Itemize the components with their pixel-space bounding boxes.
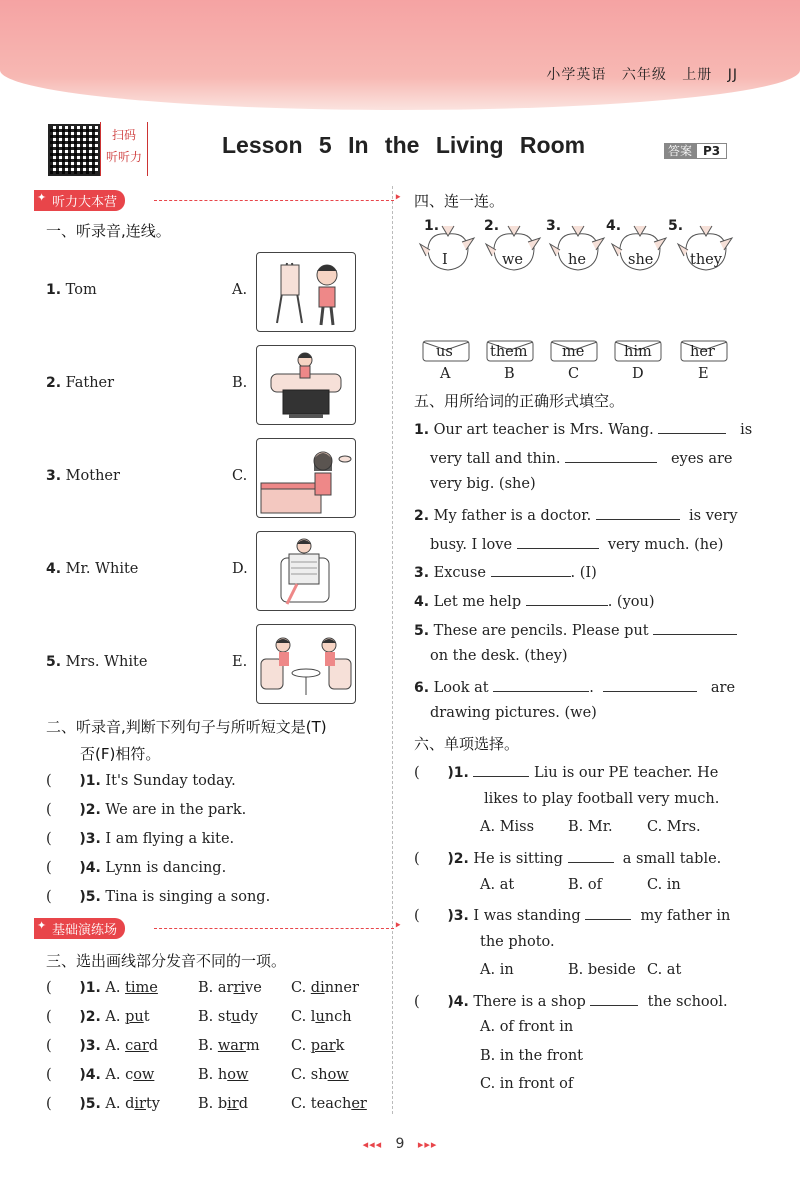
- phonics-row[interactable]: ( )2. A. put: [46, 1009, 150, 1025]
- phonics-option-b[interactable]: B. bird: [198, 1096, 249, 1112]
- bird-word: I: [442, 252, 448, 268]
- section-6-title: 六、单项选择。: [414, 735, 520, 753]
- section-1-title: 一、听录音,连线。: [46, 222, 171, 240]
- envelope-letter: C: [568, 366, 580, 382]
- tf-item[interactable]: ( )2. We are in the park.: [46, 802, 247, 818]
- mc-option[interactable]: B. in the front: [480, 1048, 584, 1064]
- mc-option[interactable]: C. in front of: [480, 1076, 574, 1092]
- mc-option[interactable]: C. at: [647, 962, 682, 978]
- mc-option[interactable]: A. in: [480, 962, 514, 978]
- answer-blank[interactable]: [603, 677, 697, 692]
- mc-option[interactable]: A. at: [480, 877, 515, 893]
- fill-q1-line-3: very big. (she): [430, 476, 536, 492]
- person-2[interactable]: 2. Father: [46, 375, 115, 391]
- envelope-letter: A: [440, 366, 451, 382]
- person-5[interactable]: 5. Mrs. White: [46, 654, 148, 670]
- picture-watching-tv[interactable]: [256, 345, 356, 425]
- bird-icon[interactable]: [418, 222, 478, 274]
- picture-letter-d: D.: [232, 561, 248, 577]
- fill-q6-line-1: 6. Look at . are: [414, 677, 735, 696]
- answer-blank[interactable]: [517, 534, 599, 549]
- phonics-option-b[interactable]: B. warm: [198, 1038, 260, 1054]
- answer-page-badge: 答案 P3: [664, 142, 727, 159]
- phonics-option-c[interactable]: C. dinner: [291, 980, 359, 996]
- answer-blank[interactable]: [526, 591, 608, 606]
- picture-cooking-mother[interactable]: [256, 438, 356, 518]
- header-band: [0, 0, 800, 110]
- tf-item[interactable]: ( )3. I am flying a kite.: [46, 831, 235, 847]
- section-2-title-line-1: 二、听录音,判断下列句子与所听短文是(T): [46, 718, 327, 736]
- lesson-title: Lesson 5 In the Living Room: [222, 132, 586, 158]
- person-1[interactable]: 1. Tom: [46, 282, 97, 298]
- mc-option[interactable]: B. of: [568, 877, 602, 893]
- bird-number: 4.: [606, 218, 622, 234]
- mc-q4: ( )4. There is a shop the school.: [414, 991, 728, 1010]
- mc-q2: ( )2. He is sitting a small table.: [414, 848, 721, 867]
- phonics-option-b[interactable]: B. arrive: [198, 980, 262, 996]
- phonics-option-c[interactable]: C. show: [291, 1067, 349, 1083]
- phonics-option-b[interactable]: B. study: [198, 1009, 258, 1025]
- tf-item[interactable]: ( )4. Lynn is dancing.: [46, 860, 227, 876]
- phonics-row[interactable]: ( )1. A. time: [46, 980, 158, 996]
- mc-option[interactable]: A. of front in: [480, 1019, 574, 1035]
- picture-letter-b: B.: [232, 375, 248, 391]
- bird-number: 2.: [484, 218, 500, 234]
- fill-q2-line-1: 2. My father is a doctor. is very: [414, 505, 738, 524]
- mc-q3-line-2: the photo.: [480, 934, 555, 950]
- phonics-option-c[interactable]: C. park: [291, 1038, 345, 1054]
- bird-number: 1.: [424, 218, 440, 234]
- bird-word: they: [690, 252, 722, 268]
- mc-q1-line-2: likes to play football very much.: [484, 791, 720, 807]
- bird-number: 5.: [668, 218, 684, 234]
- answer-blank[interactable]: [493, 677, 589, 692]
- mc-option[interactable]: C. in: [647, 877, 681, 893]
- answer-blank[interactable]: [590, 991, 638, 1006]
- envelope-word: her: [690, 344, 715, 360]
- page-footer: [0, 1136, 800, 1152]
- right-arrows-icon: ▸▸▸: [417, 1138, 438, 1151]
- scan-listen-label: 扫码 听听力: [100, 122, 148, 176]
- mc-q3: ( )3. I was standing my father in: [414, 905, 730, 924]
- answer-blank[interactable]: [491, 562, 571, 577]
- picture-letter-c: C.: [232, 468, 248, 484]
- bird-number: 3.: [546, 218, 562, 234]
- basics-banner: ✦ 基础演练场 ‣: [34, 918, 125, 938]
- picture-painting-boy[interactable]: [256, 252, 356, 332]
- picture-letter-e: E.: [232, 654, 248, 670]
- section-4-title: 四、连一连。: [414, 192, 505, 210]
- answer-blank[interactable]: [596, 505, 680, 520]
- answer-blank[interactable]: [585, 905, 631, 920]
- fill-q4: 4. Let me help . (you): [414, 591, 655, 610]
- person-4[interactable]: 4. Mr. White: [46, 561, 139, 577]
- left-arrows-icon: ◂◂◂: [362, 1138, 383, 1151]
- answer-blank[interactable]: [653, 620, 737, 635]
- picture-reading-father[interactable]: [256, 531, 356, 611]
- mc-option[interactable]: B. Mr.: [568, 819, 613, 835]
- bird-word: we: [502, 252, 523, 268]
- page-number: 9: [395, 1136, 405, 1152]
- section-3-title: 三、选出画线部分发音不同的一项。: [46, 952, 287, 970]
- envelope-word: him: [624, 344, 652, 360]
- fill-q3: 3. Excuse . (I): [414, 562, 597, 581]
- listening-banner: ✦ 听力大本营 ‣: [34, 190, 125, 210]
- phonics-option-c[interactable]: C. teacher: [291, 1096, 367, 1112]
- envelope-word: me: [562, 344, 585, 360]
- section-5-title: 五、用所给词的正确形式填空。: [414, 392, 625, 410]
- answer-blank[interactable]: [565, 448, 657, 463]
- envelope-letter: D: [632, 366, 644, 382]
- phonics-option-b[interactable]: B. how: [198, 1067, 249, 1083]
- bird-word: he: [568, 252, 586, 268]
- mc-option[interactable]: B. beside: [568, 962, 636, 978]
- phonics-row[interactable]: ( )4. A. cow: [46, 1067, 155, 1083]
- fill-q5-line-1: 5. These are pencils. Please put: [414, 620, 737, 639]
- picture-two-at-table[interactable]: [256, 624, 356, 704]
- answer-blank[interactable]: [473, 762, 529, 777]
- picture-letter-a: A.: [232, 282, 248, 298]
- envelope-letter: B: [504, 366, 515, 382]
- phonics-option-c[interactable]: C. lunch: [291, 1009, 352, 1025]
- envelope-word: them: [490, 344, 528, 360]
- mc-option[interactable]: C. Mrs.: [647, 819, 701, 835]
- fill-q1-line-1: 1. Our art teacher is Mrs. Wang. is: [414, 419, 752, 438]
- fill-q5-line-2: on the desk. (they): [430, 648, 568, 664]
- fill-q6-line-2: drawing pictures. (we): [430, 705, 597, 721]
- column-divider: [392, 186, 393, 1114]
- phonics-row[interactable]: ( )3. A. card: [46, 1038, 159, 1054]
- section-2-title-line-2: 否(F)相符。: [80, 745, 161, 763]
- phonics-row[interactable]: ( )5. A. dirty: [46, 1096, 160, 1112]
- mc-q1: ( )1. Liu is our PE teacher. He: [414, 762, 718, 781]
- tf-item[interactable]: ( )5. Tina is singing a song.: [46, 889, 271, 905]
- envelope-letter: E: [698, 366, 709, 382]
- fill-q1-line-2: very tall and thin. eyes are: [430, 448, 733, 467]
- answer-blank[interactable]: [658, 419, 726, 434]
- person-3[interactable]: 3. Mother: [46, 468, 120, 484]
- qr-code-icon[interactable]: [48, 124, 100, 176]
- fill-q2-line-2: busy. I love very much. (he): [430, 534, 723, 553]
- answer-blank[interactable]: [568, 848, 614, 863]
- series-label: 小学英语 六年级 上册 JJ: [546, 67, 738, 83]
- tf-item[interactable]: ( )1. It's Sunday today.: [46, 773, 236, 789]
- mc-option[interactable]: A. Miss: [480, 819, 535, 835]
- envelope-word: us: [436, 344, 453, 360]
- bird-word: she: [628, 252, 654, 268]
